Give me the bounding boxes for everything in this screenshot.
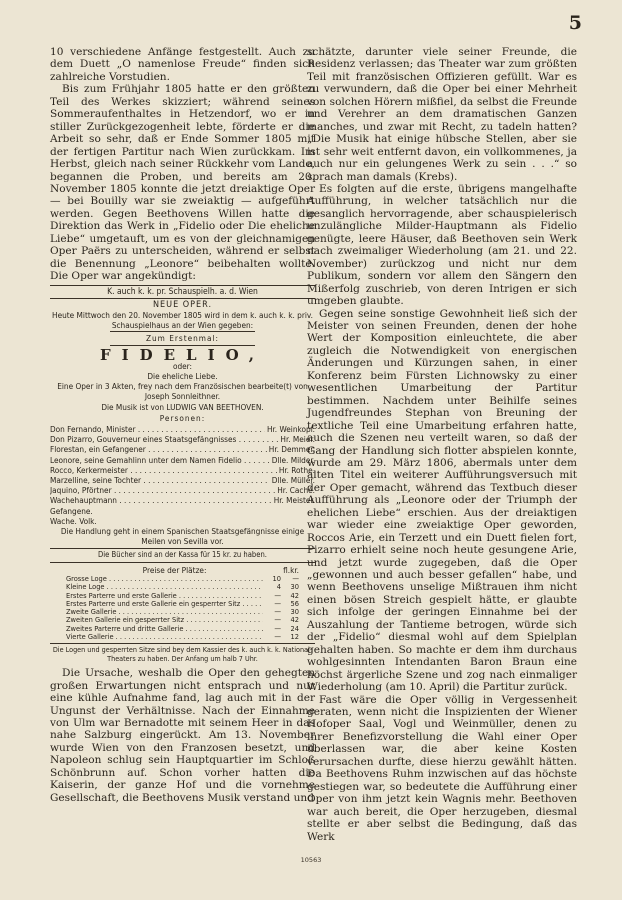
price-row (66, 616, 299, 624)
cast-extra: Wache. Volk. (50, 515, 97, 526)
cast-role: Wachehauptmann . . . (50, 495, 272, 505)
price-row (66, 575, 299, 583)
cast-row (50, 444, 315, 454)
price-row (66, 600, 299, 608)
playbill-ersten-mal: Zum Erstenmal: (110, 331, 255, 345)
paragraph: Es folgten auf die erste, übrigens mangelhafte Aufführung, in welcher tatsächlich nur die gesanglich hervorragende, aber schauspielerisch unzulängliche Milder-Hauptmann als Fidelio genügte, leere Häuser, daß Beethoven sein Werk nach zweimaliger Wiederholung (am 21. und 22. November) zurückzog und nicht nur dem Publikum, sondern vor allem den Sängern den Mißerfolg zuschrieb, von deren Intrigen er sich umgeben glaubte. (307, 182, 577, 308)
cast-row (50, 455, 315, 465)
paragraph: schätzte, darunter viele seiner Freunde, die Residenz verlassen; das Theater war zum größten Teil mit französischen Offizieren gefüllt. War es zu verwundern, daß die Oper bei einer Mehrheit von solchen Hörern mißfiel, da selbst die Freunde und Verehrer an dem dramatischen Ganzen manches, und zwar mit Recht, zu tadeln hatten? „Die Musik hat einige hübsche Stellen, aber sie ist sehr weit entfernt davon, ein vollkommenes, ja auch nur ein gelungenes Werk zu sein . . .“ so sprach man damals (Krebs). (307, 46, 577, 183)
cast-actor: Hr. Meier. (280, 434, 315, 445)
paragraph: 10 verschiedene Anfänge festgestellt. Auch zu dem Duett „O namenlose Freude“ finden sich zahlreiche Vorstudien. (50, 46, 315, 83)
playbill (50, 285, 315, 664)
playbill-setting: Die Handlung geht in einem Spanischen Staatsgefängnisse einige Meilen von Sevilla vor. (60, 526, 305, 547)
cast-role: Leonore, seine Gemahlinn unter dem Namen Fidelio . . . (50, 455, 270, 465)
price-place: Erstes Parterre und erste Gallerie . . . (66, 592, 263, 600)
price-place: Zweiten Gallerie ein gesperrter Sitz . . . (66, 616, 263, 624)
price-kr: 42 (290, 615, 299, 625)
price-place: Vierte Gallerie . . . (66, 633, 263, 641)
cast-role: Don Fernando, Minister . . . (50, 424, 265, 434)
price-col-kr: kr. (290, 564, 299, 575)
footer-number: 10563 (300, 856, 322, 864)
right-column (307, 46, 577, 843)
price-fl: 4 (276, 582, 281, 592)
paragraph: Die Ursache, weshalb die Oper den gehegten großen Erwartungen nicht entsprach und nur eine kühle Aufnahme fand, lag auch mit in der Ungunst der Verhältnisse. Nach der Einnahme von Ulm war Bernadotte mit seinem Heer in das nahe Salzburg eingerückt. Am 13. November wurde Wien von den Franzosen besetzt, und Napoleon schlug sein Hauptquartier im Schloß Schönbrunn auf. Schon vorher hatten die Kaiserin, der ganze Hof und die vornehme Gesellschaft, die Beethovens Musik verstand und (50, 667, 315, 804)
playbill-description: Eine Oper in 3 Akten, frey nach dem Französischen bearbeite(t) von Joseph Sonnleithner. (57, 381, 308, 402)
price-kr: 12 (290, 632, 299, 642)
playbill-title: FIDELIO, (99, 345, 266, 364)
paragraph: Gegen seine sonstige Gewohnheit ließ sich der Meister von seinen Freunden, denen der hohe Wert der Komposition einleuchtete, die aber zugleich die Notwendigkeit von energischen Änderungen und Kürzungen sahen, in einer Konferenz beim Fürsten Lichnowsky zu einer wesentlichen Umarbeitung der Partitur bestimmen. Nachdem unter Beihilfe seines Jugendfreundes Stephan von Breuning der textliche Teil eine Umarbeitung erfahren hatte, auch die Szenen neu verteilt waren, so daß der Gang der Handlung sich flotter abspielen konnte, wurde am 29. März 1806, abermals unter dem alten Titel ein weiterer Aufführungsversuch mit der Oper gemacht, während das Textbuch dieser Aufführung als „Leonore oder der Triumph der ehelichen Liebe“ erschien. Aus der dreiaktigen war wieder eine zweiaktige Oper geworden, Roccos Arie, ein Terzett und ein Duett fielen fort, Pizarro erhielt seine noch heute gesungene Arie, und jetzt wurde zugegeben, daß die Oper „gewonnen und auch besser gefallen“ habe, und wenn Beethovens unselige Mißtrauen ihm nicht einen bösen Streich gespielt hätte, er glaubte sich infolge der geringen Einnahme bei der Auszahlung der Tantieme betrogen, würde sich der „Fidelio“ diesmal wohl auf dem Spielplan gehalten haben. So machte er dem ihm durchaus wohlgesinnten Intendanten Baron Braun eine höchst ärgerliche Szene und zog nach einmaliger Wiederholung (am 10. April) die Partitur zurück. (307, 307, 577, 694)
page-number: 5 (568, 12, 582, 34)
playbill-footer: Die Logen und gesperrten Sitze sind bey dem Kassier des k. auch k. k. National-Theaters zu haben. Der Anfang um halb 7 Uhr. (52, 645, 313, 663)
cast-row (50, 475, 315, 485)
playbill-composer: Die Musik ist von LUDWIG VAN BEETHOVEN. (101, 401, 264, 412)
price-kr: 30 (290, 582, 299, 592)
playbill-subtitle: Die eheliche Liebe. (147, 371, 218, 382)
playbill-oder: oder: (172, 360, 193, 371)
cast-actor: Hr. Caché. (277, 485, 315, 496)
price-place: Zweites Parterre und dritte Gallerie . . . (66, 625, 263, 633)
cast-row (50, 424, 315, 434)
cast-row (50, 485, 315, 495)
cast-role: Don Pizarro, Gouverneur eines Staatsgefängnisses . . . (50, 434, 278, 444)
price-kr: 30 (290, 607, 299, 617)
cast-role: Jaquino, Pförtner . . . (50, 485, 275, 495)
price-row (66, 583, 299, 591)
cast-extra: Gefangene. (50, 505, 93, 516)
price-kr: 42 (290, 590, 299, 600)
paragraph: Bis zum Frühjahr 1805 hatte er den größten Teil des Werkes skizziert; während seines Sommeraufenthaltes in Hetzendorf, wo er in stiller Zurückgezogenheit lebte, förderte er die Arbeit so sehr, daß er Ende Sommer 1805 mit der fertigen Partitur nach Wien zurückkam. Im Herbst, gleich nach seiner Rückkehr vom Lande, begannen die Proben, und bereits am 20. November 1805 konnte die jetzt dreiaktige Oper — bei Bouilly war sie zweiaktig — aufgeführt werden. Gegen Beethovens Willen hatte die Direktion das Werk in „Fidelio oder Die eheliche Liebe“ umgetauft, um es von der gleichnamigen Oper Paërs zu unterscheiden, während er selbst die Benennung „Leonore“ beibehalten wollte. Die Oper war angekündigt: (50, 83, 315, 283)
playbill-announcement: Heute Mittwoch den 20. November 1805 wird in dem k. auch k. k. priv. Schauspielhaus an der Wien gegeben: (52, 310, 313, 331)
playbill-personen: Personen: (159, 412, 206, 423)
price-fl: — (274, 607, 281, 617)
cast-actor: Hr. Meister. (273, 495, 315, 506)
price-place: Erstes Parterre und erste Gallerie ein gesperrter Sitz . . . (66, 600, 263, 608)
cast-row (50, 434, 315, 444)
price-kr: 56 (290, 598, 299, 608)
paragraph: Fast wäre die Oper völlig in Vergessenheit geraten, wenn nicht die Inspizienten der Wiener Hofoper Saal, Vogl und Weinmüller, denen zu ihrer Benefizvorstellung die Wahl einer Oper überlassen war, die aber keine Kosten verursachen durfte, diese hierzu gewählt hätten. Da Beethovens Ruhm inzwischen auf das höchste gestiegen war, so bedeutete die Aufführung einer Oper von ihm jetzt kein Wagnis mehr. Beethoven war auch bereit, die Oper herzugeben, diesmal stellte er aber selbst die Bedingung, daß das Werk (307, 693, 577, 843)
price-place: Kleine Loge . . . (66, 583, 263, 591)
price-col-fl: fl. (283, 564, 291, 575)
cast-row (50, 465, 315, 475)
price-fl: — (274, 623, 281, 633)
price-fl: — (274, 632, 281, 642)
playbill-neue-oper: NEUE OPER. (152, 299, 213, 310)
playbill-books: Die Bücher sind an der Kassa für 15 kr. zu haben. (50, 548, 315, 562)
price-row (66, 625, 299, 633)
price-fl: 10 (272, 573, 281, 583)
price-row (66, 592, 299, 600)
price-place: Zweite Gallerie . . . (66, 608, 263, 616)
cast-role: Marzelline, seine Tochter . . . (50, 475, 270, 485)
cast-role: Rocco, Kerkermeister . . . (50, 465, 277, 475)
cast-actor: Dlle. Milder. (271, 454, 315, 465)
cast-actor: Hr. Weinkopf. (266, 424, 315, 435)
price-table (50, 565, 315, 645)
cast-row (50, 495, 315, 505)
price-place: Grosse Loge . . . (66, 575, 263, 583)
price-row (66, 633, 299, 641)
cast-actor: Dlle. Müller. (271, 475, 315, 486)
price-header (66, 566, 299, 574)
price-fl: — (274, 615, 281, 625)
price-fl: — (274, 590, 281, 600)
price-kr: 24 (290, 623, 299, 633)
price-fl: — (274, 598, 281, 608)
cast-actor: Hr. Demmer. (268, 444, 315, 455)
cast-actor: Hr. Rothe. (278, 464, 315, 475)
price-row (66, 608, 299, 616)
cast-role: Florestan, ein Gefangener . . . (50, 444, 267, 454)
left-column (50, 46, 315, 804)
cast-list (50, 424, 315, 526)
price-title: Preise der Plätze: (142, 564, 207, 575)
playbill-theatre: K. auch k. k. pr. Schauspielh. a. d. Wien (50, 285, 315, 299)
price-kr: — (292, 573, 299, 583)
